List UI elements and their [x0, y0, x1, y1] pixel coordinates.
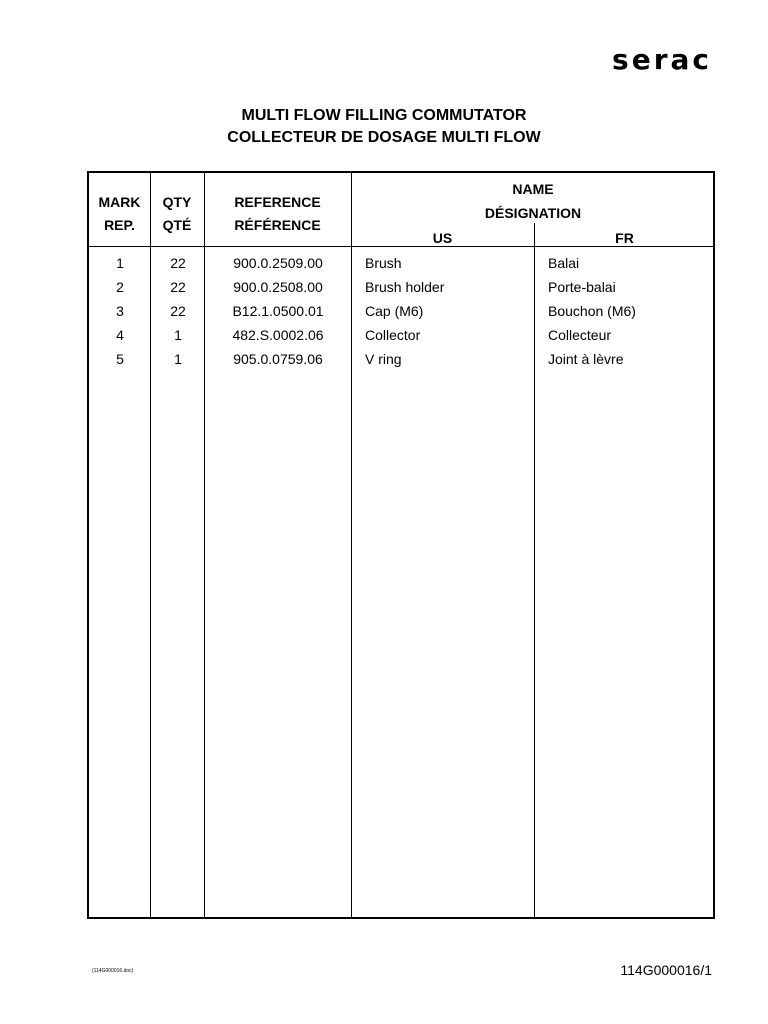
row-reference: 900.0.2508.00	[233, 279, 323, 295]
file-name: (114G000016.doc)	[92, 968, 134, 974]
header-qte: QTÉ	[162, 217, 192, 233]
column-divider	[534, 223, 535, 917]
row-reference: B12.1.0500.01	[232, 303, 324, 319]
row-qty: 1	[174, 351, 182, 367]
header-reference-fr: RÉFÉRENCE	[234, 217, 321, 233]
document-title-en: MULTI FLOW FILLING COMMUTATOR	[241, 107, 527, 124]
document-number: 114G000016/1	[620, 962, 712, 978]
row-mark: 2	[116, 279, 124, 295]
row-name-us: Cap (M6)	[365, 303, 424, 319]
header-designation: DÉSIGNATION	[484, 205, 582, 221]
header-fr: FR	[615, 230, 634, 246]
parts-table	[87, 171, 715, 919]
row-mark: 1	[116, 255, 124, 271]
row-name-fr: Collecteur	[548, 327, 612, 343]
header-rep: REP.	[104, 217, 135, 233]
row-qty: 22	[170, 279, 186, 295]
row-qty: 22	[170, 255, 186, 271]
row-name-us: Collector	[365, 327, 421, 343]
row-mark: 5	[116, 351, 124, 367]
row-mark: 4	[116, 327, 124, 343]
row-qty: 22	[170, 303, 186, 319]
header-name: NAME	[512, 181, 554, 197]
header-divider	[89, 246, 713, 247]
document-title-fr: COLLECTEUR DE DOSAGE MULTI FLOW	[227, 129, 541, 146]
serac-logo: serac	[612, 43, 712, 76]
header-mark: MARK	[98, 194, 141, 210]
row-reference: 900.0.2509.00	[233, 255, 323, 271]
row-name-fr: Joint à lèvre	[548, 351, 624, 367]
row-reference: 482.S.0002.06	[232, 327, 324, 343]
row-name-fr: Balai	[548, 255, 580, 271]
column-divider	[351, 173, 352, 917]
row-name-fr: Bouchon (M6)	[548, 303, 636, 319]
row-name-us: Brush holder	[365, 279, 445, 295]
row-name-fr: Porte-balai	[548, 279, 616, 295]
header-qty: QTY	[162, 194, 192, 210]
row-qty: 1	[174, 327, 182, 343]
header-us: US	[432, 230, 453, 246]
header-reference: REFERENCE	[234, 194, 321, 210]
row-reference: 905.0.0759.06	[233, 351, 323, 367]
row-name-us: Brush	[365, 255, 402, 271]
row-mark: 3	[116, 303, 124, 319]
row-name-us: V ring	[365, 351, 402, 367]
